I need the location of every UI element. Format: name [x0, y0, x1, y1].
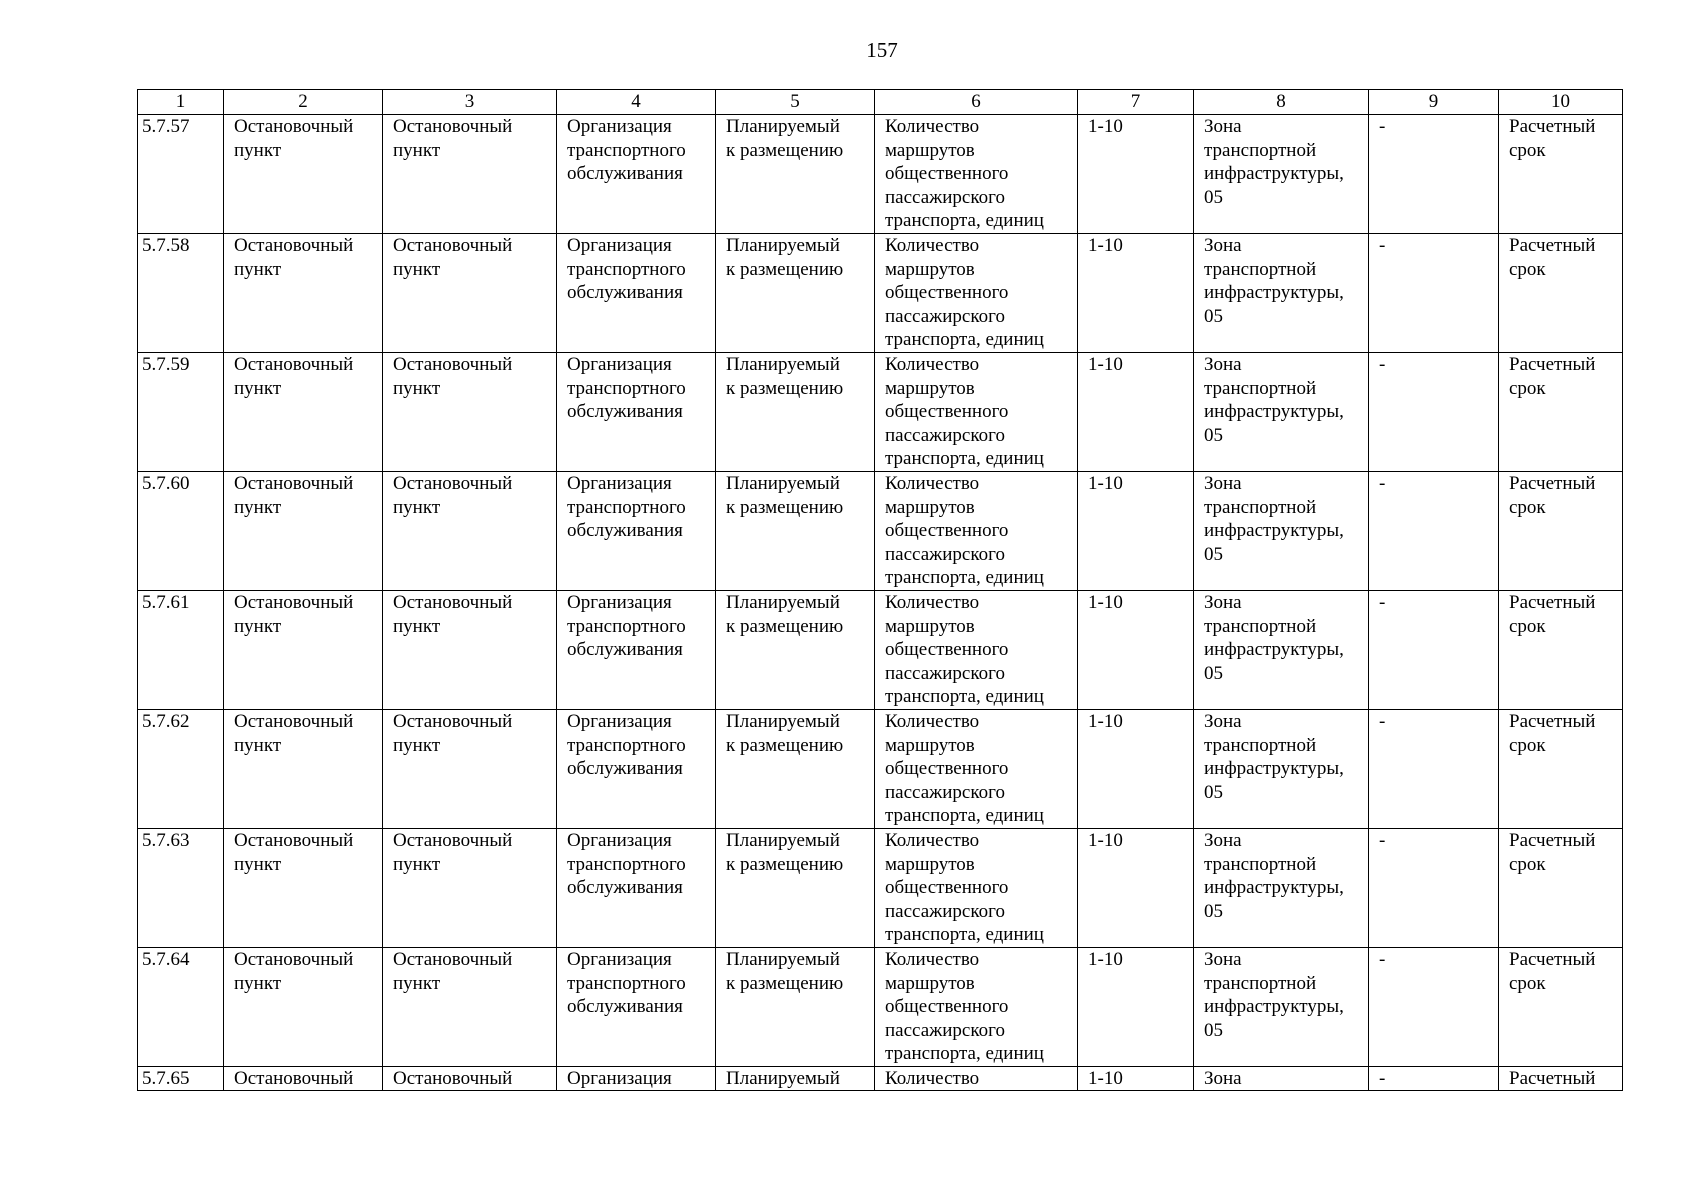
table-cell: [138, 1067, 224, 1091]
cell-text: Остановочный пункт: [393, 949, 513, 994]
cell-text: Расчетный срок: [1509, 235, 1596, 280]
table-cell: [1078, 1067, 1194, 1091]
cell-text: 1-10: [1088, 235, 1123, 256]
cell-text: Организация транспортного обслуживания: [567, 711, 686, 779]
cell-text: Расчетный срок: [1509, 830, 1596, 875]
cell-text: Планируемый к размещению: [726, 592, 844, 637]
table-cell: [224, 115, 383, 234]
cell-text: Планируемый к размещению: [726, 354, 844, 399]
header-row: [138, 90, 1623, 115]
table-cell: [1194, 948, 1369, 1067]
table-cell: [557, 948, 716, 1067]
table-cell: [875, 591, 1078, 710]
column-header: 5: [716, 90, 875, 115]
cell-text: Количество маршрутов общественного пассажирского транспорта, единиц: [885, 592, 1044, 707]
cell-text: -: [1379, 592, 1386, 613]
table-cell: [1499, 710, 1623, 829]
cell-text: -: [1379, 1068, 1386, 1089]
cell-text: 5.7.65: [142, 1068, 190, 1089]
cell-text: Количество маршрутов общественного пассажирского транспорта, единиц: [885, 949, 1044, 1064]
cell-text: Количество маршрутов общественного пассажирского транспорта, единиц: [885, 830, 1044, 945]
cell-text: Расчетный срок: [1509, 711, 1596, 756]
cell-text: Количество маршрутов общественного пассажирского транспорта, единиц: [885, 235, 1044, 350]
table-cell: [716, 472, 875, 591]
cell-text: 5.7.63: [142, 830, 190, 851]
table-cell: [716, 353, 875, 472]
table-cell: [383, 710, 557, 829]
cell-text: Остановочный пункт: [234, 949, 354, 994]
cell-text: Остановочный пункт: [234, 711, 354, 756]
table-cell: [1499, 948, 1623, 1067]
table-cell: [138, 948, 224, 1067]
cell-text: Количество маршрутов общественного пассажирского транспорта, единиц: [885, 354, 1044, 469]
table-cell: [1369, 234, 1499, 353]
table-cell: [1194, 1067, 1369, 1091]
table-cell: [875, 1067, 1078, 1091]
cell-text: Планируемый к размещению: [726, 711, 844, 756]
table-cell: [1499, 472, 1623, 591]
cell-text: Остановочный пункт: [393, 592, 513, 637]
cell-text: Расчетный срок: [1509, 116, 1596, 161]
cell-text: Организация транспортного обслуживания: [567, 116, 686, 184]
cell-text: 1-10: [1088, 1068, 1123, 1089]
cell-text: Зона транспортной инфраструктуры, 05: [1204, 830, 1344, 922]
table-cell: [1078, 710, 1194, 829]
cell-text: Расчетный срок: [1509, 592, 1596, 637]
cell-text: Зона транспортной инфраструктуры, 05: [1204, 354, 1344, 446]
table-row: [138, 948, 1623, 1067]
cell-text: Зона транспортной инфраструктуры, 05: [1204, 116, 1344, 208]
cell-text: Остановочный пункт: [234, 235, 354, 280]
cell-text: Организация транспортного обслуживания: [567, 592, 686, 660]
table-cell: [1499, 591, 1623, 710]
column-header: 2: [224, 90, 383, 115]
table-cell: [1194, 710, 1369, 829]
table-cell: [383, 472, 557, 591]
table-cell: [1078, 115, 1194, 234]
cell-text: 5.7.61: [142, 592, 190, 613]
table-cell: [383, 234, 557, 353]
table-cell: [1369, 472, 1499, 591]
cell-text: Планируемый к размещению: [726, 949, 844, 994]
table-cell: [1369, 1067, 1499, 1091]
table-cell: [1194, 353, 1369, 472]
table-cell: [383, 1067, 557, 1091]
cell-text: Зона транспортной инфраструктуры, 05: [1204, 473, 1344, 565]
table-cell: [383, 829, 557, 948]
cell-text: Остановочный пункт: [393, 473, 513, 518]
cell-text: 5.7.57: [142, 116, 190, 137]
cell-text: Планируемый к размещению: [726, 116, 844, 161]
cell-text: Расчетный срок: [1509, 354, 1596, 399]
table-row: [138, 472, 1623, 591]
cell-text: Зона: [1204, 1068, 1242, 1089]
table-cell: [716, 829, 875, 948]
table-cell: [138, 234, 224, 353]
cell-text: 1-10: [1088, 830, 1123, 851]
table-cell: [1369, 591, 1499, 710]
table-cell: [557, 710, 716, 829]
cell-text: Количество маршрутов общественного пассажирского транспорта, единиц: [885, 116, 1044, 231]
cell-text: Остановочный пункт: [393, 830, 513, 875]
cell-text: Остановочный пункт: [393, 116, 513, 161]
table-cell: [1369, 115, 1499, 234]
table-row: [138, 591, 1623, 710]
cell-text: 5.7.58: [142, 235, 190, 256]
table-cell: [1369, 710, 1499, 829]
cell-text: Планируемый к размещению: [726, 235, 844, 280]
table-row: [138, 353, 1623, 472]
table-cell: [1078, 948, 1194, 1067]
cell-text: Остановочный пункт: [393, 354, 513, 399]
cell-text: Организация транспортного обслуживания: [567, 949, 686, 1017]
table-cell: [557, 829, 716, 948]
cell-text: 1-10: [1088, 949, 1123, 970]
table-cell: [224, 1067, 383, 1091]
table-cell: [224, 472, 383, 591]
table-cell: [138, 829, 224, 948]
table-body: [138, 115, 1623, 1091]
cell-text: Организация транспортного обслуживания: [567, 473, 686, 541]
table-cell: [1194, 115, 1369, 234]
cell-text: Остановочный: [393, 1068, 513, 1089]
cell-text: Расчетный: [1509, 1068, 1596, 1089]
table-row: [138, 829, 1623, 948]
column-header: 10: [1499, 90, 1623, 115]
cell-text: 5.7.64: [142, 949, 190, 970]
cell-text: Зона транспортной инфраструктуры, 05: [1204, 949, 1344, 1041]
table-cell: [557, 115, 716, 234]
cell-text: Организация транспортного обслуживания: [567, 830, 686, 898]
cell-text: Зона транспортной инфраструктуры, 05: [1204, 592, 1344, 684]
table-cell: [716, 591, 875, 710]
cell-text: Остановочный пункт: [393, 235, 513, 280]
cell-text: 5.7.59: [142, 354, 190, 375]
table-cell: [716, 1067, 875, 1091]
table-row: [138, 234, 1623, 353]
cell-text: 1-10: [1088, 711, 1123, 732]
cell-text: Количество маршрутов общественного пассажирского транспорта, единиц: [885, 473, 1044, 588]
table-cell: [557, 234, 716, 353]
table-cell: [716, 234, 875, 353]
cell-text: -: [1379, 116, 1386, 137]
cell-text: 5.7.60: [142, 473, 190, 494]
column-header: 4: [557, 90, 716, 115]
cell-text: -: [1379, 354, 1386, 375]
cell-text: Остановочный пункт: [234, 354, 354, 399]
table-cell: [557, 472, 716, 591]
table-cell: [224, 234, 383, 353]
table-cell: [716, 115, 875, 234]
cell-text: Организация транспортного обслуживания: [567, 354, 686, 422]
cell-text: Организация транспортного обслуживания: [567, 235, 686, 303]
table-cell: [557, 353, 716, 472]
table-cell: [1078, 353, 1194, 472]
cell-text: -: [1379, 949, 1386, 970]
table-cell: [1499, 115, 1623, 234]
table-cell: [138, 353, 224, 472]
table-cell: [224, 829, 383, 948]
table-cell: [383, 948, 557, 1067]
table-cell: [875, 829, 1078, 948]
table-cell: [383, 591, 557, 710]
table-row: [138, 115, 1623, 234]
table-cell: [1499, 353, 1623, 472]
table-cell: [557, 591, 716, 710]
table-cell: [138, 115, 224, 234]
table-cell: [224, 710, 383, 829]
table-cell: [716, 710, 875, 829]
table-cell: [1194, 472, 1369, 591]
table-cell: [1194, 591, 1369, 710]
column-header: 8: [1194, 90, 1369, 115]
cell-text: Организация: [567, 1068, 672, 1089]
cell-text: Остановочный пункт: [234, 116, 354, 161]
cell-text: Расчетный срок: [1509, 949, 1596, 994]
table-cell: [383, 353, 557, 472]
cell-text: Количество: [885, 1068, 980, 1089]
column-header: 9: [1369, 90, 1499, 115]
table-cell: [383, 115, 557, 234]
table-cell: [1369, 829, 1499, 948]
cell-text: Планируемый к размещению: [726, 830, 844, 875]
table-cell: [1499, 234, 1623, 353]
cell-text: -: [1379, 473, 1386, 494]
table-cell: [1369, 353, 1499, 472]
table-cell: [875, 234, 1078, 353]
table-row: [138, 1067, 1623, 1091]
table-row: [138, 710, 1623, 829]
table-cell: [138, 472, 224, 591]
table-cell: [224, 591, 383, 710]
table-cell: [138, 591, 224, 710]
cell-text: -: [1379, 830, 1386, 851]
cell-text: 1-10: [1088, 116, 1123, 137]
table-cell: [224, 948, 383, 1067]
table-cell: [875, 115, 1078, 234]
table-cell: [1194, 234, 1369, 353]
cell-text: -: [1379, 711, 1386, 732]
cell-text: -: [1379, 235, 1386, 256]
table-cell: [1078, 234, 1194, 353]
table-cell: [138, 710, 224, 829]
cell-text: 1-10: [1088, 473, 1123, 494]
table-cell: [1194, 829, 1369, 948]
cell-text: Остановочный: [234, 1068, 354, 1089]
cell-text: Планируемый к размещению: [726, 473, 844, 518]
table-cell: [1078, 591, 1194, 710]
table-cell: [875, 472, 1078, 591]
cell-text: Планируемый: [726, 1068, 840, 1089]
column-header: 7: [1078, 90, 1194, 115]
table-cell: [875, 710, 1078, 829]
cell-text: Остановочный пункт: [234, 473, 354, 518]
table-cell: [557, 1067, 716, 1091]
table-cell: [1078, 829, 1194, 948]
table-cell: [875, 353, 1078, 472]
table-cell: [1499, 829, 1623, 948]
cell-text: Остановочный пункт: [234, 830, 354, 875]
column-header: 6: [875, 90, 1078, 115]
cell-text: Зона транспортной инфраструктуры, 05: [1204, 235, 1344, 327]
cell-text: 1-10: [1088, 592, 1123, 613]
table-cell: [716, 948, 875, 1067]
column-header: 3: [383, 90, 557, 115]
cell-text: Остановочный пункт: [234, 592, 354, 637]
cell-text: Количество маршрутов общественного пассажирского транспорта, единиц: [885, 711, 1044, 826]
cell-text: 1-10: [1088, 354, 1123, 375]
page-number: 157: [866, 38, 898, 62]
cell-text: Расчетный срок: [1509, 473, 1596, 518]
table-cell: [1369, 948, 1499, 1067]
cell-text: Остановочный пункт: [393, 711, 513, 756]
data-table: [137, 89, 1623, 1091]
table-cell: [875, 948, 1078, 1067]
column-header: 1: [138, 90, 224, 115]
cell-text: Зона транспортной инфраструктуры, 05: [1204, 711, 1344, 803]
cell-text: 5.7.62: [142, 711, 190, 732]
table-cell: [1078, 472, 1194, 591]
table-cell: [1499, 1067, 1623, 1091]
table-cell: [224, 353, 383, 472]
